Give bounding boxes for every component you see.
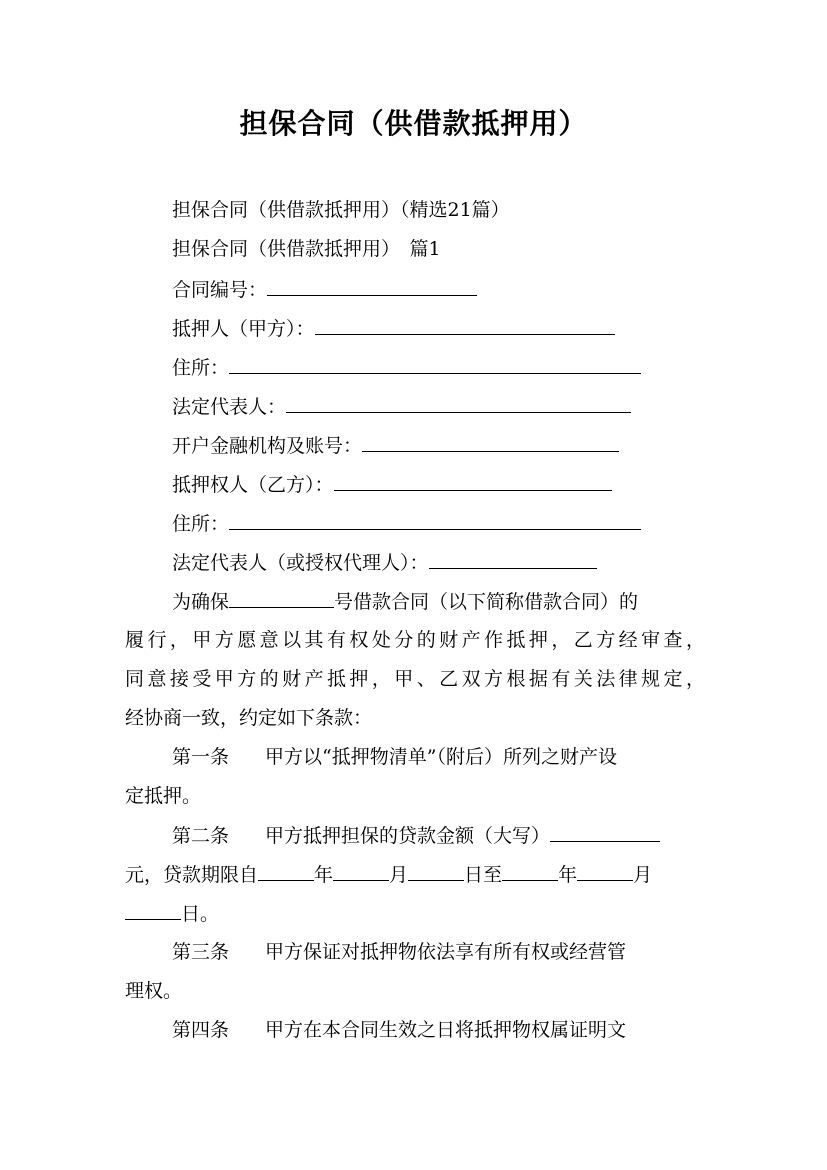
field-pledgor xyxy=(172,316,615,341)
article-2-line3 xyxy=(125,901,219,926)
field-address-2 xyxy=(172,511,641,536)
para-text: 甲方以“抵押物清单”（附后）所列之财产设 xyxy=(265,746,617,768)
blank-line xyxy=(429,550,597,569)
blank-line xyxy=(408,862,464,881)
para1-line1 xyxy=(172,589,638,614)
blank-line xyxy=(229,589,334,608)
field-label: 抵押人（甲方）： xyxy=(172,318,315,340)
para-text: 月 xyxy=(633,864,653,886)
field-label: 住所： xyxy=(172,357,230,379)
article-1-line2: 定抵押。 xyxy=(125,785,202,807)
para1-line3: 同意接受甲方的财产抵押，甲、乙双方根据有关法律规定， xyxy=(125,668,705,690)
para1-line4: 经协商一致，约定如下条款： xyxy=(125,707,373,729)
article-label: 第四条 xyxy=(172,1019,230,1041)
para-text: 号借款合同（以下简称借款合同）的 xyxy=(334,591,639,613)
blank-line xyxy=(125,901,181,920)
article-2-line2 xyxy=(125,862,652,887)
article-label: 第二条 xyxy=(172,825,230,847)
blank-line xyxy=(550,823,660,842)
blank-line xyxy=(267,277,477,296)
field-bank xyxy=(172,433,619,458)
article-2-line1 xyxy=(172,823,660,848)
field-label: 法定代表人（或授权代理人）： xyxy=(172,552,429,574)
blank-line xyxy=(334,472,612,491)
article-label: 第三条 xyxy=(172,941,230,963)
article-4-line1 xyxy=(172,1018,626,1042)
field-legal-rep-1 xyxy=(172,394,631,419)
blank-line xyxy=(229,355,641,374)
field-label: 住所： xyxy=(172,513,230,535)
field-label: 法定代表人： xyxy=(172,396,287,418)
blank-line xyxy=(315,316,615,335)
blank-line xyxy=(502,862,558,881)
field-legal-rep-2 xyxy=(172,550,597,575)
article-label: 第一条 xyxy=(172,746,230,768)
para-text: 甲方抵押担保的贷款金额（大写） xyxy=(265,825,551,847)
blank-line xyxy=(258,862,314,881)
para-text: 年 xyxy=(558,864,578,886)
field-address-1 xyxy=(172,355,641,380)
document-title: 担保合同（供借款抵押用） xyxy=(239,107,588,140)
subtitle: 担保合同（供借款抵押用）（精选21篇） xyxy=(172,199,510,221)
article-3-line2: 理权。 xyxy=(125,980,183,1002)
para-text: 月 xyxy=(389,864,409,886)
field-label: 抵押权人（乙方）： xyxy=(172,474,334,496)
para-text: 甲方保证对抵押物依法享有所有权或经营管 xyxy=(265,941,627,963)
para1-line2: 履行，甲方愿意以其有权处分的财产作抵押，乙方经审查， xyxy=(125,629,705,651)
blank-line xyxy=(333,862,389,881)
para-text: 为确保 xyxy=(172,591,230,613)
field-contract-no xyxy=(172,277,477,302)
para-text: 日。 xyxy=(181,903,220,925)
blank-line xyxy=(286,394,631,413)
para-text: 甲方在本合同生效之日将抵押物权属证明文 xyxy=(265,1019,627,1041)
para-text: 日至 xyxy=(464,864,503,886)
article-1-line1 xyxy=(172,745,617,769)
field-label: 开户金融机构及账号： xyxy=(172,435,363,457)
section-heading: 担保合同（供借款抵押用） 篇1 xyxy=(172,238,441,260)
blank-line xyxy=(362,433,619,452)
field-label: 合同编号： xyxy=(172,279,268,301)
article-3-line1 xyxy=(172,940,626,964)
blank-line xyxy=(577,862,633,881)
field-pledgee xyxy=(172,472,612,497)
para-text: 元，贷款期限自 xyxy=(125,864,259,886)
blank-line xyxy=(229,511,641,530)
para-text: 年 xyxy=(314,864,334,886)
